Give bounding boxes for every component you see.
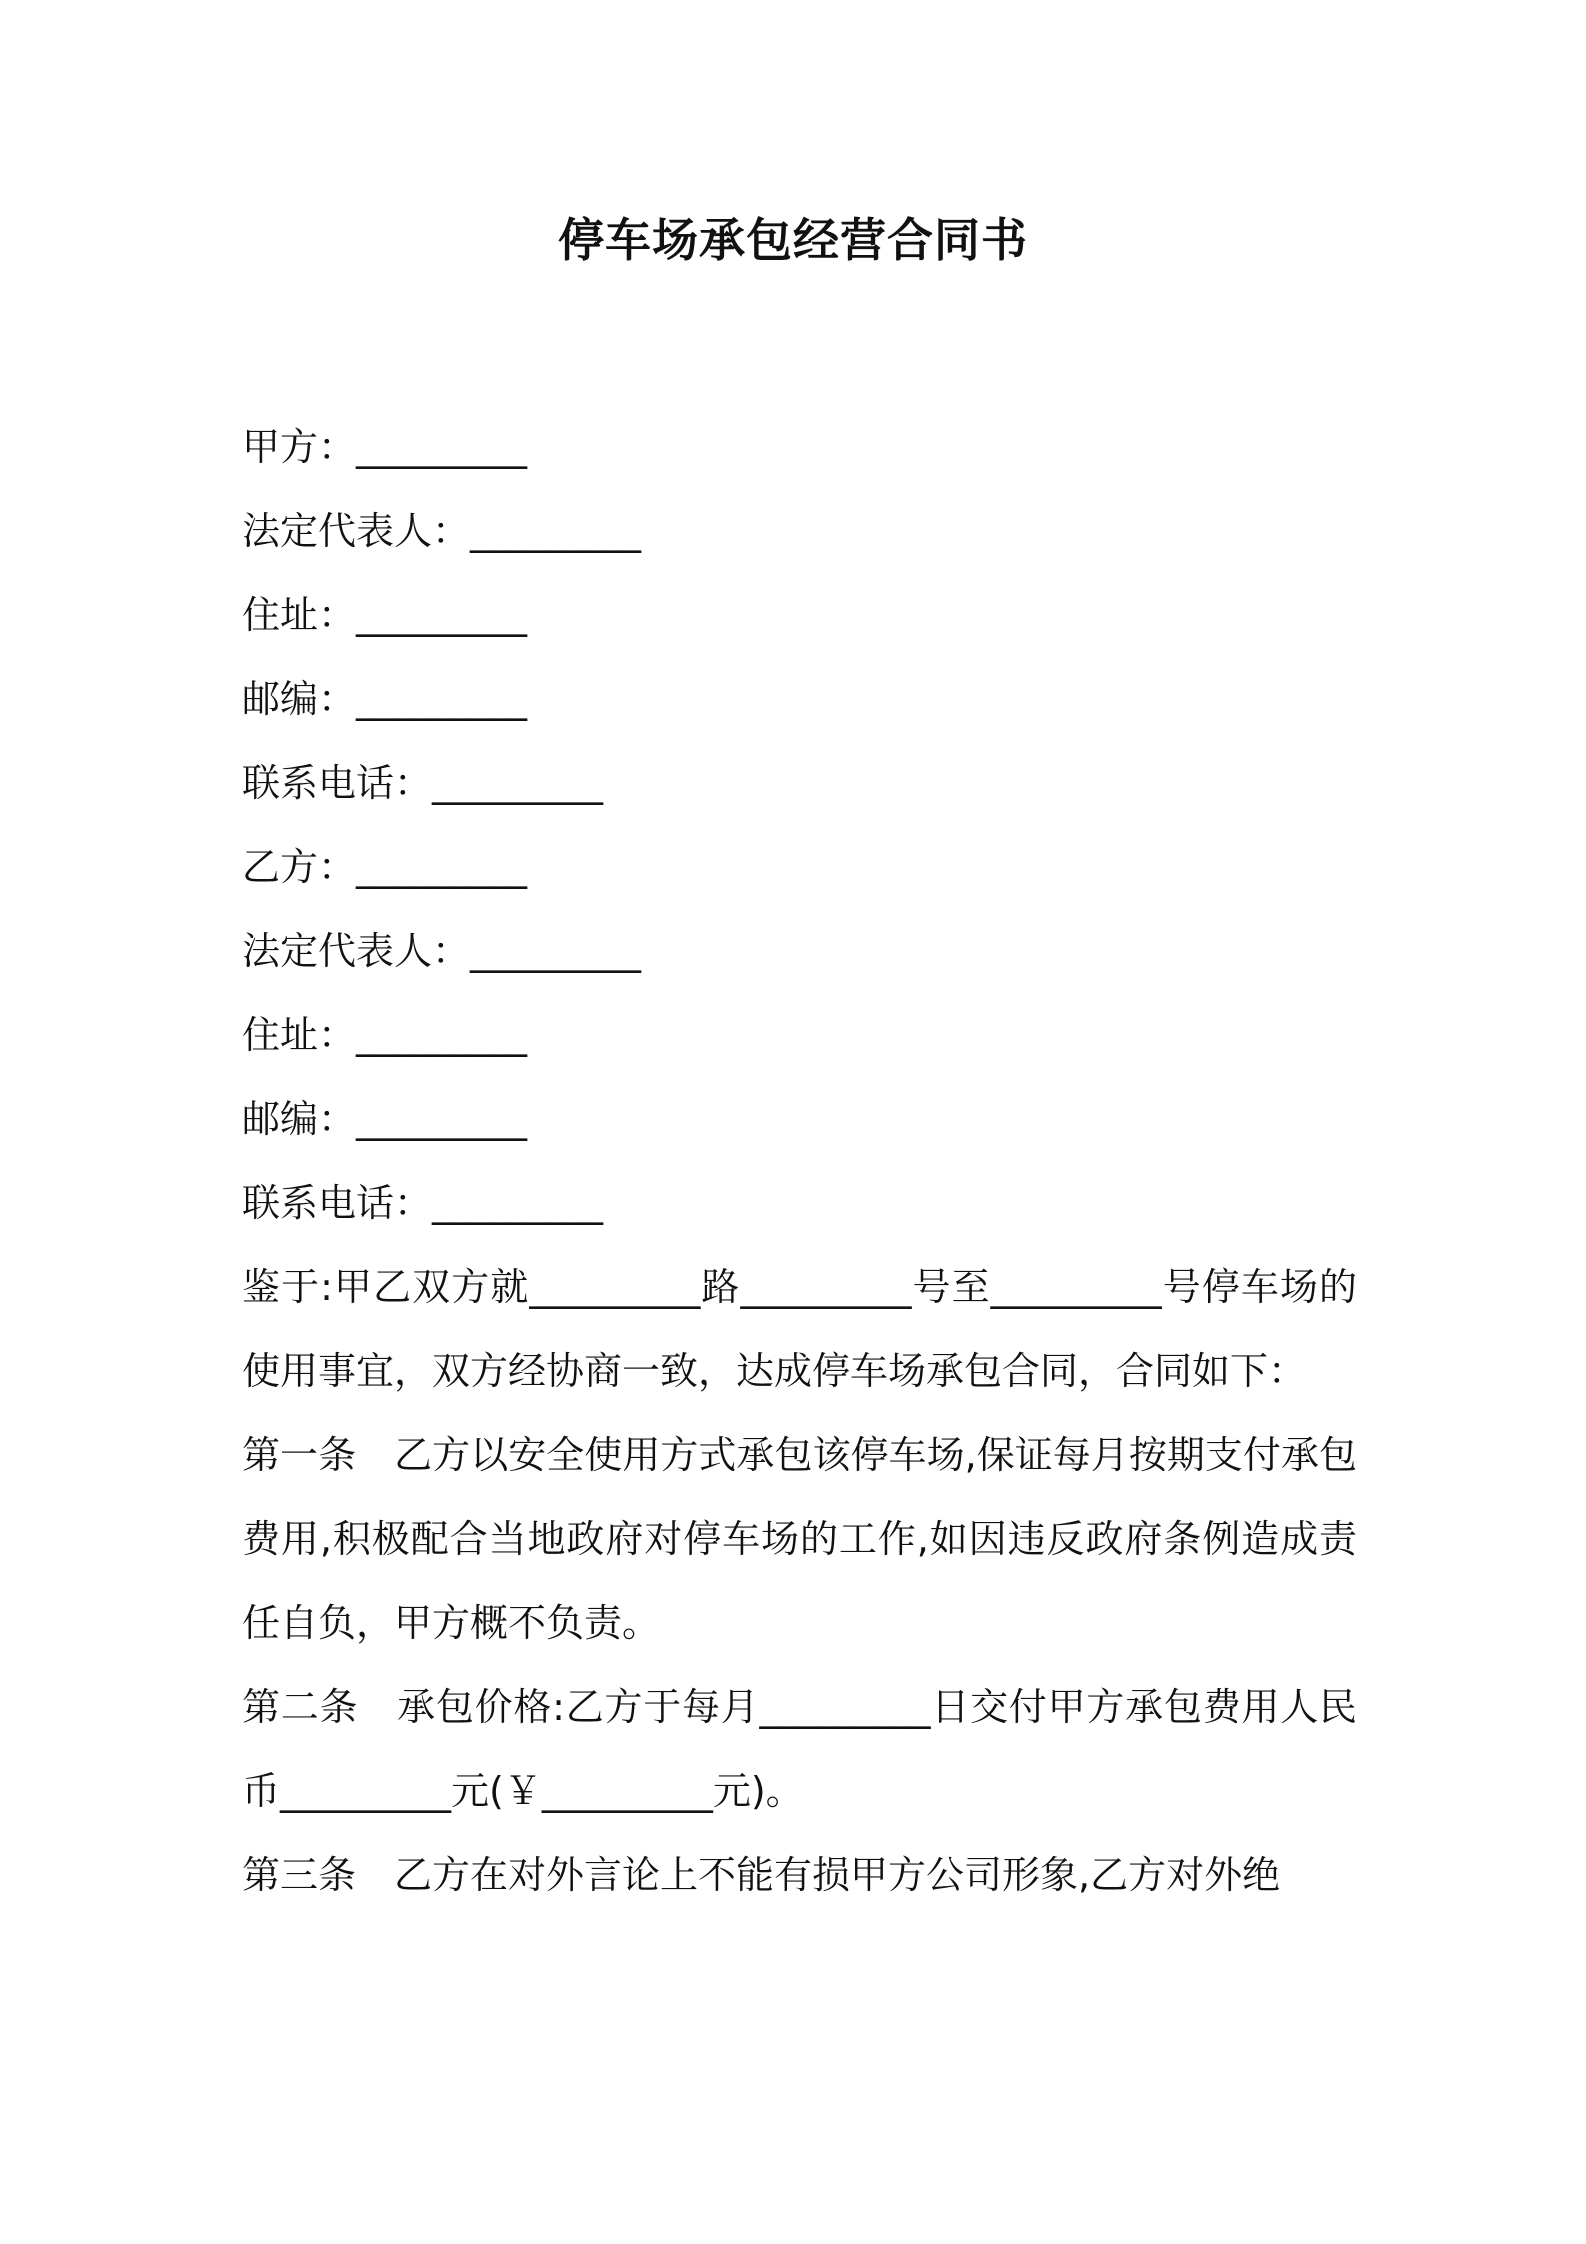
document-title: 停车场承包经营合同书 (558, 213, 1028, 267)
party-a-phone: 联系电话：_________ (242, 761, 604, 805)
preamble-paragraph: 鉴于:甲乙双方就_________路_________号至_________号停车场的使用事宜，双方经协商一致，达成停车场承包合同，合同如下： (242, 1265, 1357, 1393)
party-b-legal-representative: 法定代表人：_________ (242, 929, 642, 973)
party-b-postcode: 邮编：_________ (242, 1097, 528, 1141)
party-a-address: 住址：_________ (242, 593, 528, 637)
party-a-name: 甲方：_________ (242, 425, 528, 469)
article-2-paragraph: 第二条 承包价格:乙方于每月_________日交付甲方承包费用人民币_________元(￥_________元)。 (242, 1685, 1357, 1813)
party-b-address: 住址：_________ (242, 1013, 528, 1057)
party-b-name: 乙方：_________ (242, 845, 528, 889)
party-b-phone: 联系电话：_________ (242, 1181, 604, 1225)
article-3-paragraph: 第三条 乙方在对外言论上不能有损甲方公司形象,乙方对外绝 (242, 1853, 1281, 1897)
party-a-postcode: 邮编：_________ (242, 677, 528, 721)
party-a-legal-representative: 法定代表人：_________ (242, 509, 642, 553)
document-body (242, 405, 1357, 1917)
article-1-paragraph: 第一条 乙方以安全使用方式承包该停车场,保证每月按期支付承包费用,积极配合当地政府对停车场的工作,如因违反政府条例造成责任自负，甲方概不负责。 (242, 1433, 1357, 1645)
